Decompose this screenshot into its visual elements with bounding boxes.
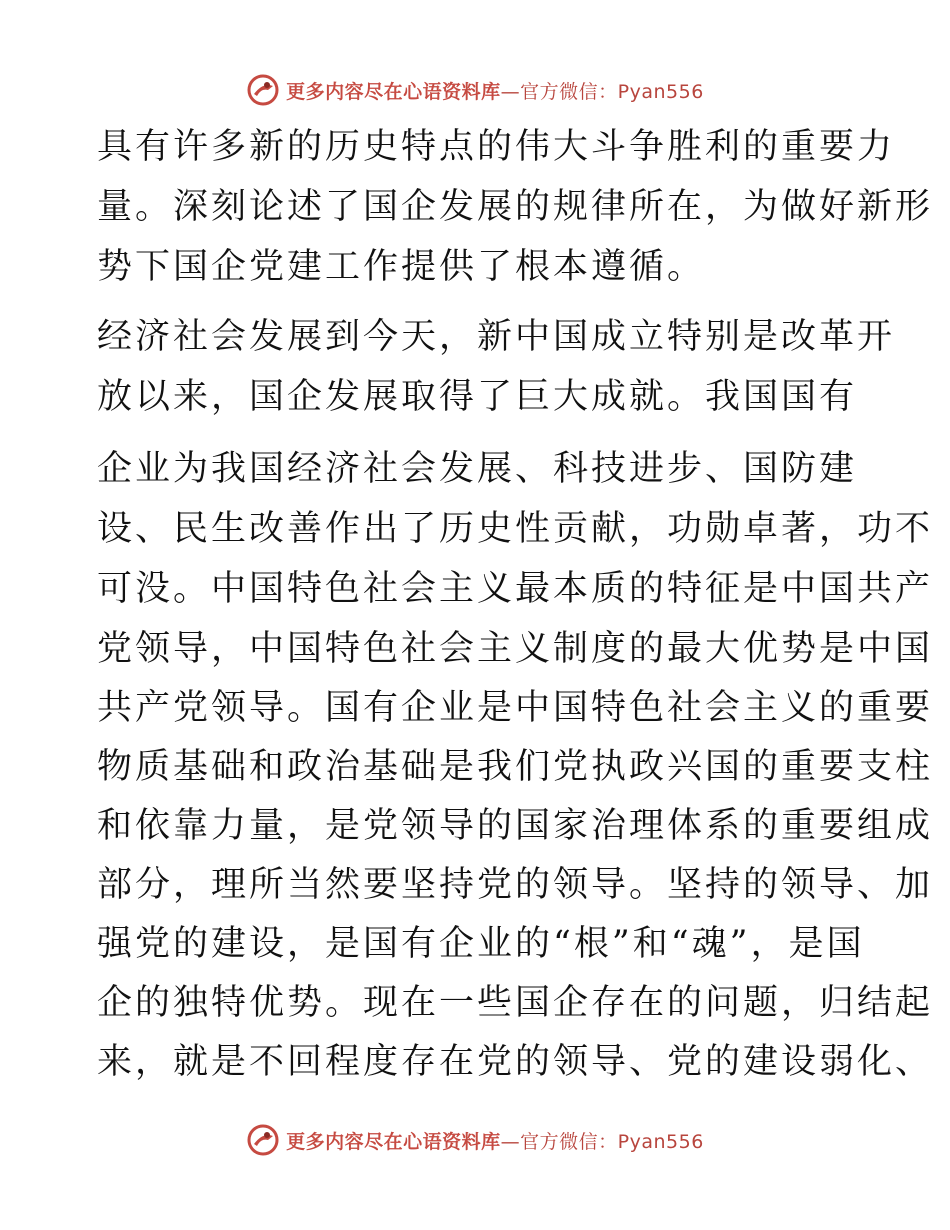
body-line: 设、民生改善作出了历史性贡献，功勋卓著，功不 [97,509,934,549]
red-hat-logo-icon [246,1123,280,1157]
header-banner-rest: —官方微信：Pyan556 [500,80,704,103]
body-line: 企业为我国经济社会发展、科技进步、国防建 [97,449,858,489]
body-line: 经济社会发展到今天，新中国成立特别是改革开 [97,317,896,357]
body-line: 势下国企党建工作提供了根本遵循。 [97,247,706,287]
body-line: 放以来，国企发展取得了巨大成就。我国国有 [97,377,858,417]
header-banner-lead: 更多内容尽在心语资料库 [286,80,501,103]
body-line: 物质基础和政治基础是我们党执政兴国的重要支柱 [97,747,934,787]
footer-banner [0,1120,950,1160]
body-line: 部分，理所当然要坚持党的领导。坚持的领导、加 [97,865,934,905]
body-line: 强党的建设，是国有企业的“根”和“魂”，是国 [97,924,865,964]
body-line: 量。深刻论述了国企发展的规律所在，为做好新形 [97,187,934,227]
body-line: 党领导，中国特色社会主义制度的最大优势是中国 [97,629,934,669]
body-line: 可没。中国特色社会主义最本质的特征是中国共产 [97,569,934,609]
body-line: 具有许多新的历史特点的伟大斗争胜利的重要力 [97,127,896,167]
footer-banner-inner [246,1123,704,1157]
body-line: 企的独特优势。现在一些国企存在的问题，归结起 [97,983,934,1023]
footer-banner-lead: 更多内容尽在心语资料库 [286,1130,501,1153]
body-line: 和依靠力量，是党领导的国家治理体系的重要组成 [97,806,934,846]
footer-banner-rest: —官方微信：Pyan556 [500,1130,704,1153]
body-line: 来，就是不回程度存在党的领导、党的建设弱化、 [97,1042,934,1082]
body-line: 共产党领导。国有企业是中国特色社会主义的重要 [97,688,934,728]
footer-banner-text [286,1127,704,1154]
